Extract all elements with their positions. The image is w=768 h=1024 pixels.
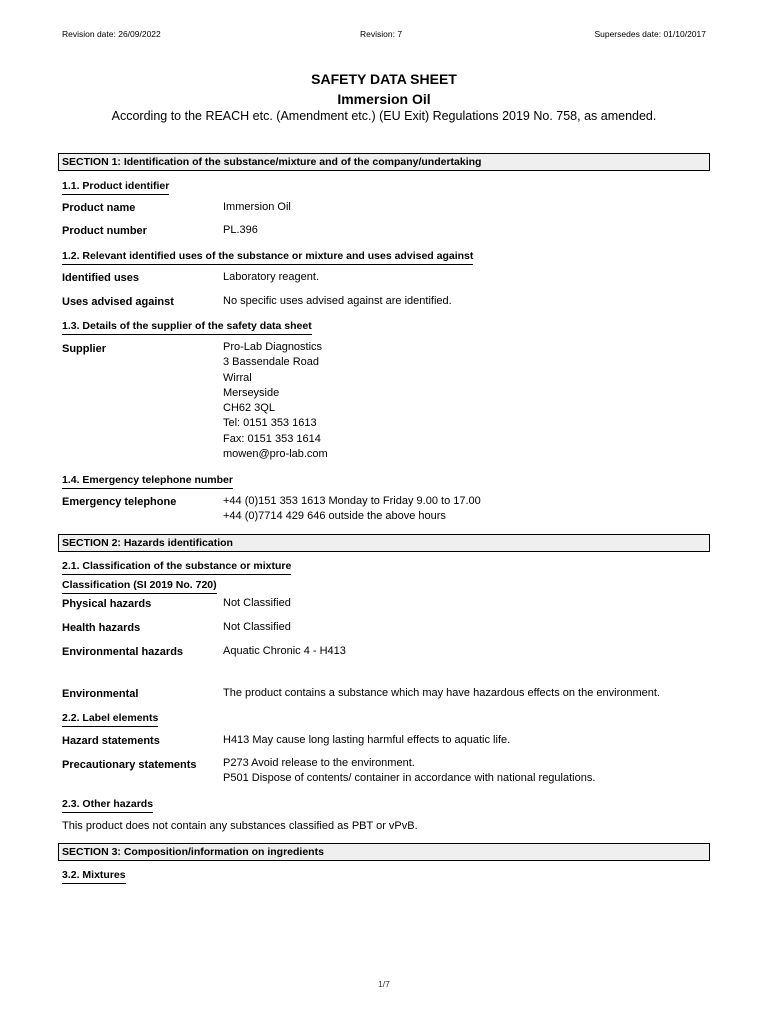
identified-uses-value: Laboratory reagent. xyxy=(223,271,320,283)
supplier-line: Merseyside xyxy=(223,386,280,399)
emergency-line: +44 (0)151 353 1613 Monday to Friday 9.00 to 17.00 xyxy=(223,495,481,507)
uses-advised-against-value: No specific uses advised against are identified. xyxy=(223,295,452,307)
environmental-label: Environmental xyxy=(62,688,139,700)
precautionary-line: P273 Avoid release to the environment. xyxy=(223,757,415,769)
health-hazards-label: Health hazards xyxy=(62,622,141,634)
product-name-value: Immersion Oil xyxy=(223,201,291,213)
subsection-1-1: 1.1. Product identifier xyxy=(62,180,169,195)
subsection-2-1: 2.1. Classification of the substance or mixture xyxy=(62,560,291,575)
supplier-line: Wirral xyxy=(223,371,252,384)
other-hazards-text: This product does not contain any substances classified as PBT or vPvB. xyxy=(62,820,418,832)
emergency-telephone-label: Emergency telephone xyxy=(62,496,177,508)
page-number: 1/7 xyxy=(378,979,390,989)
regulation-text: According to the REACH etc. (Amendment etc.) (EU Exit) Regulations 2019 No. 758, as amended. xyxy=(111,109,657,123)
environmental-hazards-value: Aquatic Chronic 4 - H413 xyxy=(223,645,346,657)
physical-hazards-label: Physical hazards xyxy=(62,598,152,610)
section-3-heading: SECTION 3: Composition/information on ingredients xyxy=(58,843,710,861)
supplier-label: Supplier xyxy=(62,343,107,355)
supplier-line: CH62 3QL xyxy=(223,402,275,415)
classification-heading: Classification (SI 2019 No. 720) xyxy=(62,579,217,594)
supplier-line: 3 Bassendale Road xyxy=(223,356,320,369)
physical-hazards-value: Not Classified xyxy=(223,597,291,609)
product-number-value: PL.396 xyxy=(223,224,258,236)
emergency-telephone-value xyxy=(223,494,481,525)
identified-uses-label: Identified uses xyxy=(62,272,140,284)
section-1-heading: SECTION 1: Identification of the substance/mixture and of the company/undertaking xyxy=(58,153,710,171)
supplier-phone: Tel: 0151 353 1613 xyxy=(223,417,317,430)
section-2-heading: SECTION 2: Hazards identification xyxy=(58,534,710,552)
product-name-label: Product name xyxy=(62,202,136,214)
product-title: Immersion Oil xyxy=(337,91,431,107)
precautionary-line: P501 Dispose of contents/ container in accordance with national regulations. xyxy=(223,772,596,785)
supplier-fax: Fax: 0151 353 1614 xyxy=(223,432,321,445)
precautionary-statements-label: Precautionary statements xyxy=(62,759,197,771)
environmental-hazards-label: Environmental hazards xyxy=(62,646,184,658)
precautionary-statements-value xyxy=(223,756,595,787)
hazard-statements-label: Hazard statements xyxy=(62,735,160,747)
emergency-line: +44 (0)7714 429 646 outside the above hours xyxy=(223,510,446,523)
health-hazards-value: Not Classified xyxy=(223,621,291,633)
supplier-email[interactable]: mowen@pro-lab.com xyxy=(223,448,328,461)
subsection-3-2: 3.2. Mixtures xyxy=(62,869,126,884)
subsection-1-2: 1.2. Relevant identified uses of the substance or mixture and uses advised against xyxy=(62,250,473,265)
subsection-1-4: 1.4. Emergency telephone number xyxy=(62,474,233,489)
supersedes-date: Supersedes date: 01/10/2017 xyxy=(594,29,706,39)
environmental-value: The product contains a substance which may have hazardous effects on the environment. xyxy=(223,687,660,699)
subsection-2-3: 2.3. Other hazards xyxy=(62,798,153,813)
revision-number: Revision: 7 xyxy=(360,29,403,39)
subsection-1-3: 1.3. Details of the supplier of the safety data sheet xyxy=(62,320,312,335)
document-title: SAFETY DATA SHEET xyxy=(311,71,457,87)
product-number-label: Product number xyxy=(62,225,147,237)
hazard-statements-value: H413 May cause long lasting harmful effects to aquatic life. xyxy=(223,734,511,746)
supplier-line: Pro-Lab Diagnostics xyxy=(223,341,323,353)
supplier-address xyxy=(223,340,328,462)
revision-date: Revision date: 26/09/2022 xyxy=(62,29,161,39)
subsection-2-2: 2.2. Label elements xyxy=(62,712,158,727)
uses-advised-against-label: Uses advised against xyxy=(62,296,174,308)
